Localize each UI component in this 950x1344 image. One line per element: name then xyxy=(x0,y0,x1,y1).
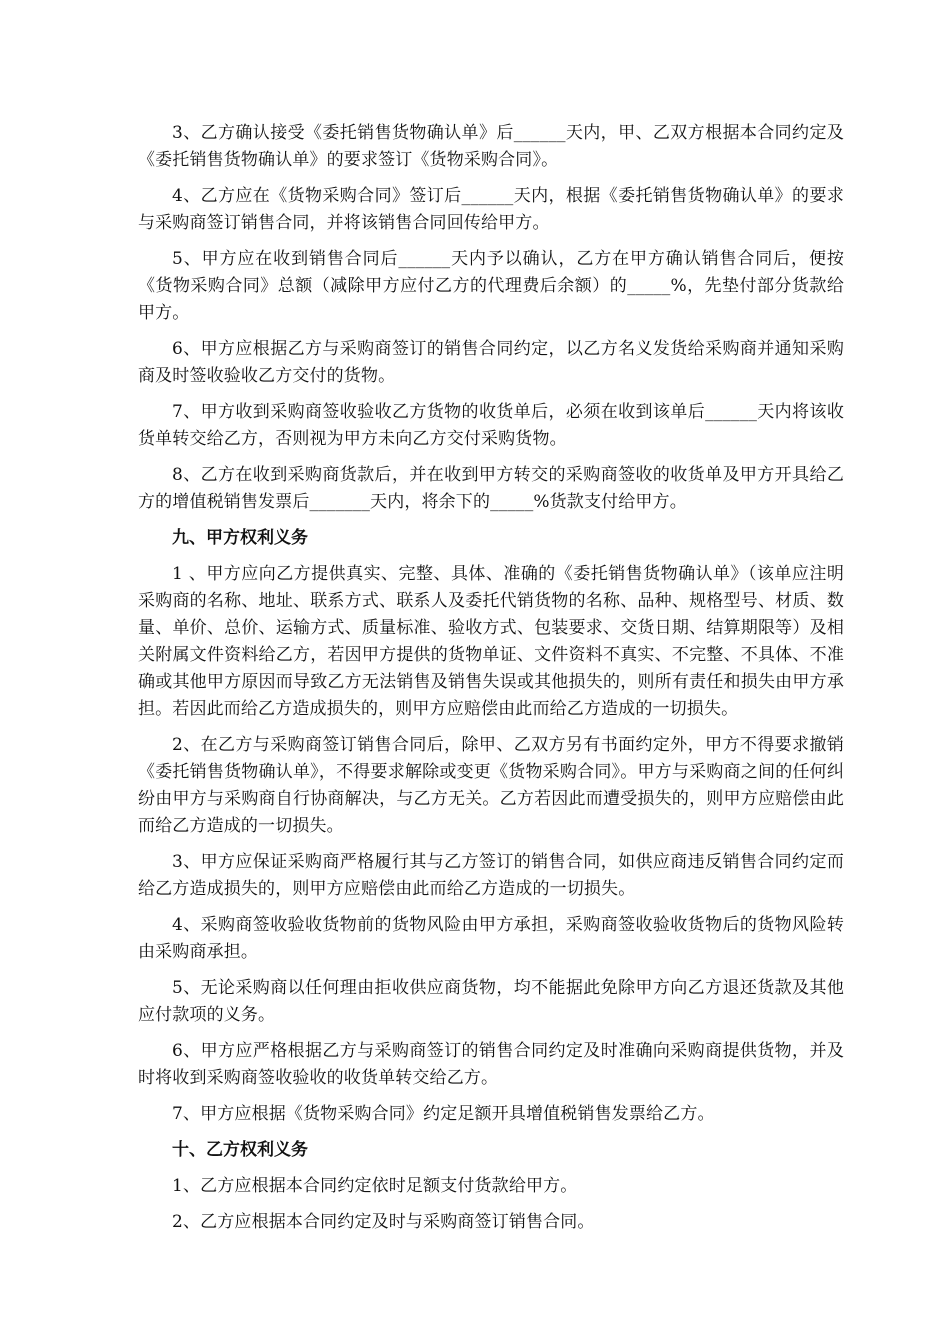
clause-8-5: 5、甲方应在收到销售合同后______天内予以确认，乙方在甲方确认销售合同后，便按《货物采购合同》总额（减除甲方应付乙方的代理费后余额）的_____%，先垫付部分货款给甲方。 xyxy=(138,249,844,323)
clause-9-6: 6、甲方应严格根据乙方与采购商签订的销售合同约定及时准确向采购商提供货物，并及时将收到采购商签收验收的收货单转交给乙方。 xyxy=(138,1041,844,1088)
clause-8-7: 7、甲方收到采购商签收验收乙方货物的收货单后，必须在收到该单后______天内将该收货单转交给乙方，否则视为甲方未向乙方交付采购货物。 xyxy=(138,402,844,449)
clause-8-4: 4、乙方应在《货物采购合同》签订后______天内，根据《委托销售货物确认单》的要求与采购商签订销售合同，并将该销售合同回传给甲方。 xyxy=(138,186,844,233)
clause-10-2: 2、乙方应根据本合同约定及时与采购商签订销售合同。 xyxy=(172,1212,595,1232)
section-9-heading: 九、甲方权利义务 xyxy=(172,528,308,548)
clause-8-8: 8、乙方在收到采购商货款后，并在收到甲方转交的采购商签收的收货单及甲方开具给乙方的增值税销售发票后_______天内，将余下的_____%货款支付给甲方。 xyxy=(138,465,844,512)
section-10-heading: 十、乙方权利义务 xyxy=(172,1140,308,1160)
clause-8-3: 3、乙方确认接受《委托销售货物确认单》后______天内，甲、乙双方根据本合同约定及《委托销售货物确认单》的要求签订《货物采购合同》。 xyxy=(138,123,844,170)
clause-9-4: 4、采购商签收验收货物前的货物风险由甲方承担，采购商签收验收货物后的货物风险转由采购商承担。 xyxy=(138,915,844,962)
clause-8-6: 6、甲方应根据乙方与采购商签订的销售合同约定，以乙方名义发货给采购商并通知采购商及时签收验收乙方交付的货物。 xyxy=(138,339,844,386)
clause-9-7: 7、甲方应根据《货物采购合同》约定足额开具增值税销售发票给乙方。 xyxy=(172,1104,715,1124)
clause-9-3: 3、甲方应保证采购商严格履行其与乙方签订的销售合同，如供应商违反销售合同约定而给乙方造成损失的，则甲方应赔偿由此而给乙方造成的一切损失。 xyxy=(138,852,844,899)
clause-9-1: 1 、甲方应向乙方提供真实、完整、具体、准确的《委托销售货物确认单》（该单应注明采购商的名称、地址、联系方式、联系人及委托代销货物的名称、品种、规格型号、材质、数量、单价、总价、运输方式、质量标准、验收方式、包装要求、交货日期、结算期限等）及相关附属文件资料给乙方，若因甲方提供的货物单证、文件资料不真实、不完整、不具体、不准确或其他甲方原因而导致乙方无法销售及销售失误或其他损失的，则所有责任和损失由甲方承担。若因此而给乙方造成损失的，则甲方应赔偿由此而给乙方造成的一切损失。 xyxy=(138,564,844,719)
clause-9-5: 5、无论采购商以任何理由拒收供应商货物，均不能据此免除甲方向乙方退还货款及其他应付款项的义务。 xyxy=(138,978,844,1025)
document-body xyxy=(138,120,844,1245)
clause-10-1: 1、乙方应根据本合同约定依时足额支付货款给甲方。 xyxy=(172,1176,578,1196)
clause-9-2: 2、在乙方与采购商签订销售合同后，除甲、乙双方另有书面约定外，甲方不得要求撤销《委托销售货物确认单》，不得要求解除或变更《货物采购合同》。甲方与采购商之间的任何纠纷由甲方与采购商自行协商解决，与乙方无关。乙方若因此而遭受损失的，则甲方应赔偿由此而给乙方造成的一切损失。 xyxy=(138,735,844,836)
